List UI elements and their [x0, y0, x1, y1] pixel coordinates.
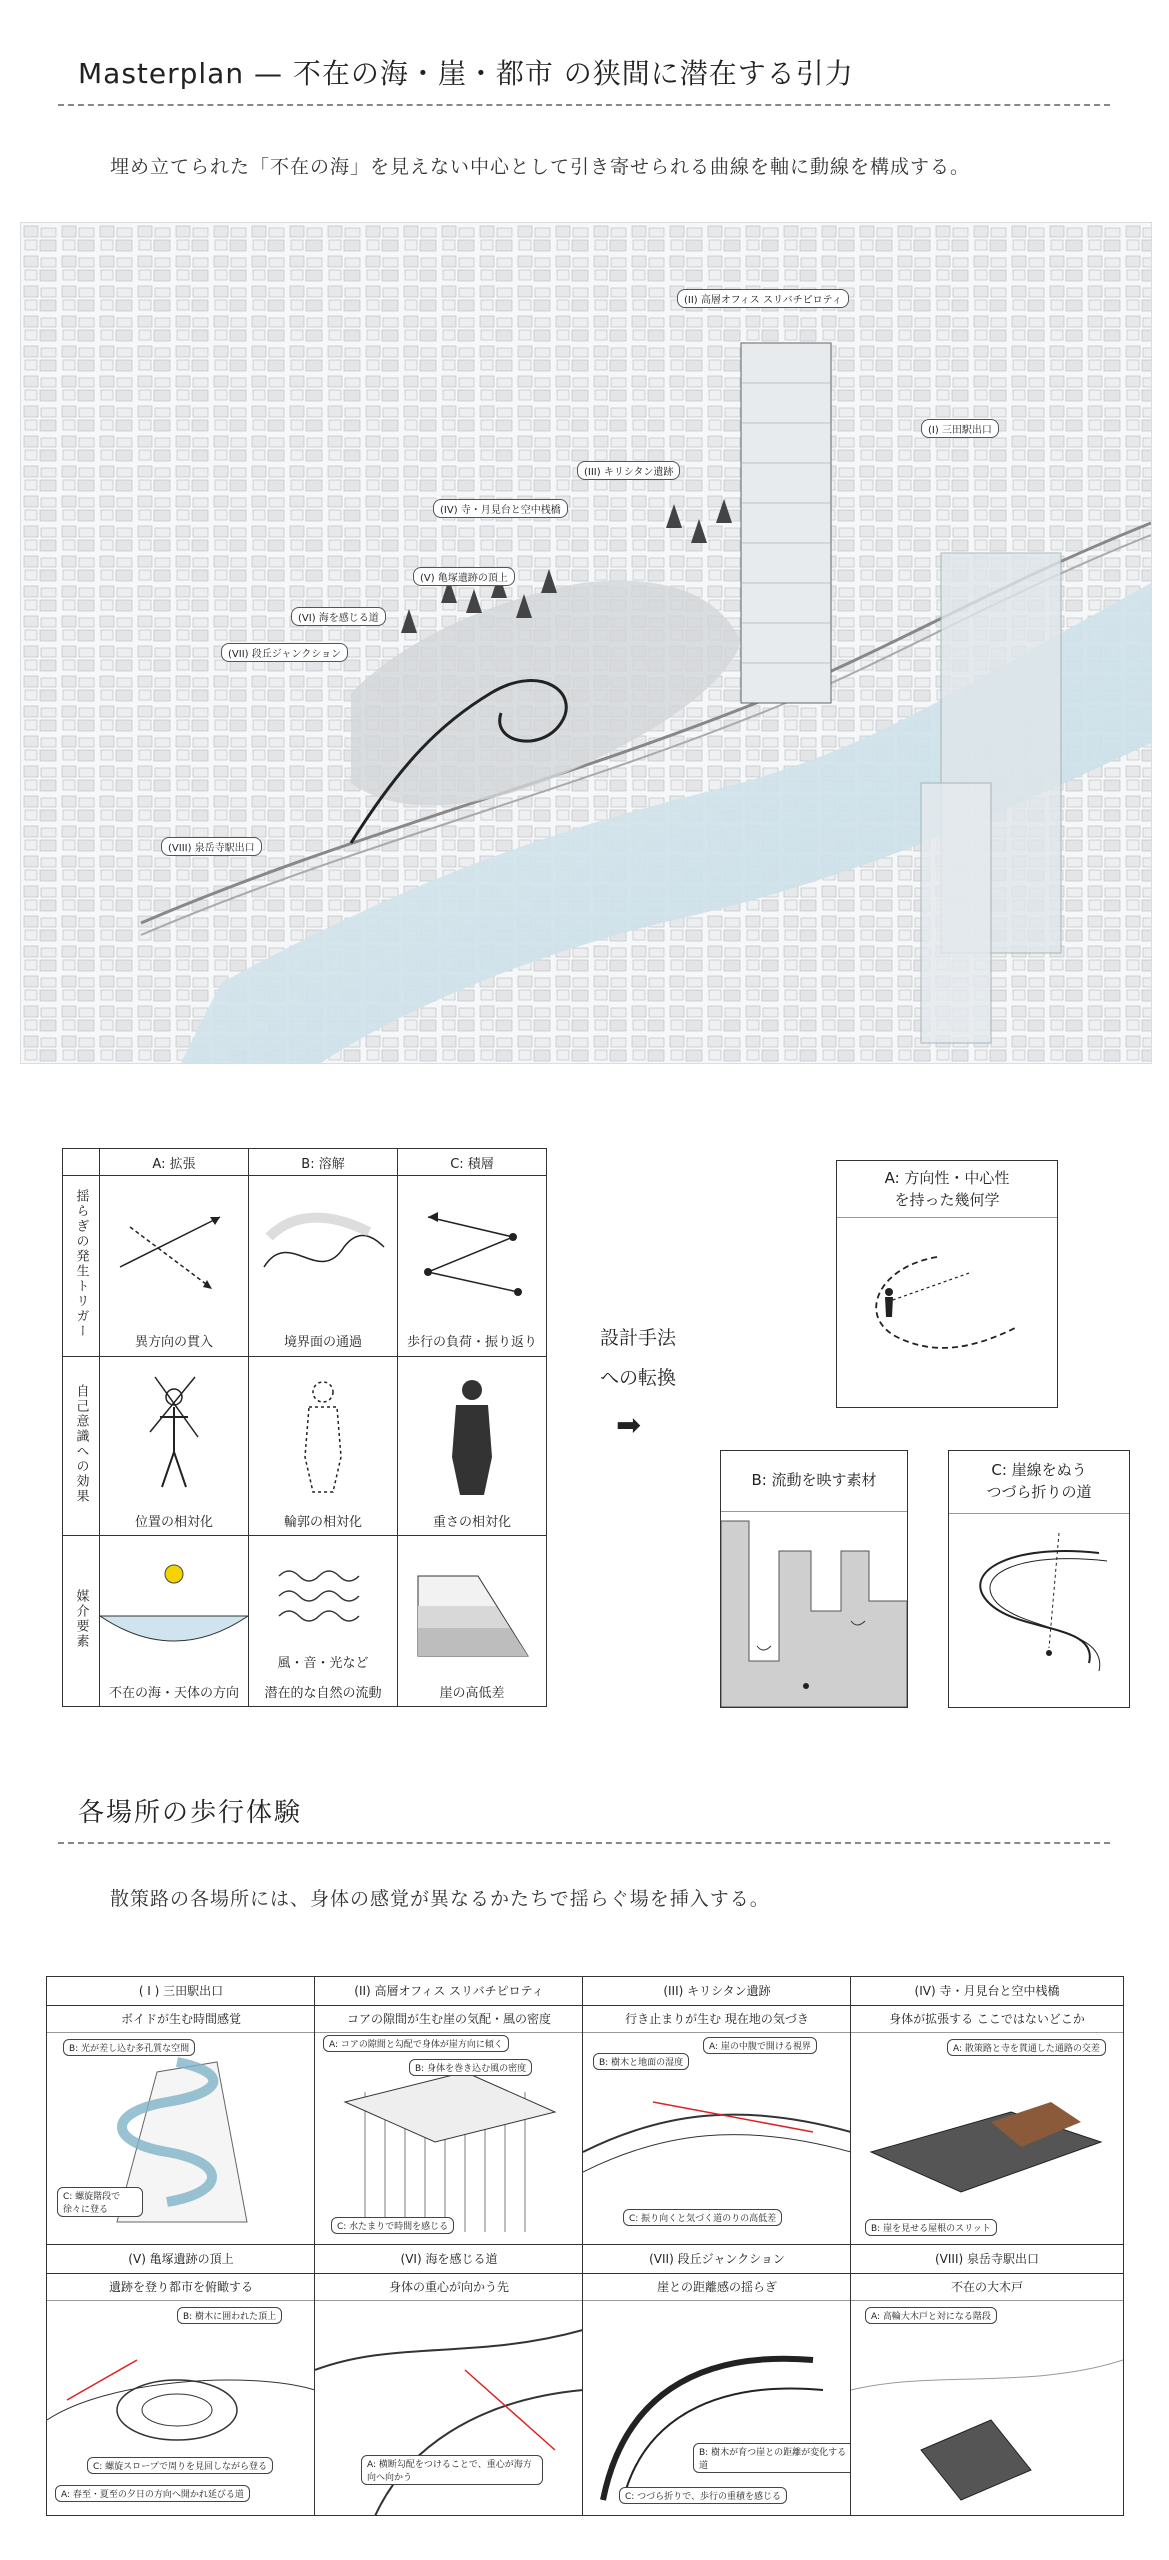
boundary-surface-icon	[249, 1177, 397, 1327]
panel-site-VI	[314, 2244, 584, 2516]
panel-note: B: 光が差し込む多孔質な空間	[63, 2039, 195, 2056]
callout-site-V: (V) 亀塚遺跡の頂上	[413, 567, 515, 586]
panel-subtitle: 行き止まりが生む 現在地の気づき	[625, 2012, 809, 2026]
matrix-inner-note: 風・音・光など	[277, 1656, 369, 1671]
panel-note: B: 身体を巻き込む風の密度	[409, 2059, 532, 2076]
wave-lines-icon	[249, 1536, 397, 1648]
aerial-city-illustration	[21, 223, 1151, 1063]
matrix-col-A: A: 拡張	[100, 1149, 249, 1176]
panel-title: (VII) 段丘ジャンクション	[583, 2245, 851, 2274]
panel-site-III	[582, 1976, 852, 2246]
method-box-A	[836, 1160, 1058, 1408]
panel-subtitle: 不在の大木戸	[950, 2280, 1023, 2294]
box-C-title-2: つづら折りの道	[986, 1483, 1092, 1501]
callout-site-I: (I) 三田駅出口	[921, 419, 999, 438]
method-label-line2: への転換	[600, 1367, 677, 1389]
zigzag-path-icon	[949, 1513, 1129, 1703]
mound-summit-drawing	[47, 2300, 315, 2516]
method-transition-label	[600, 1318, 676, 1398]
panel-note: B: 樹木が育つ崖との距離が変化する道	[693, 2443, 852, 2473]
panel-subtitle: ボイドが生む時間感覚	[120, 2012, 241, 2026]
matrix-cell-A2: 位置の相対化	[134, 1515, 213, 1530]
panel-note: C: 螺旋階段で徐々に登る	[57, 2187, 143, 2217]
station-gate-drawing	[851, 2300, 1123, 2516]
matrix-row-effect: 自己意識への効果	[73, 1384, 89, 1504]
panel-site-I	[46, 1976, 316, 2246]
terrace-junction-drawing	[583, 2300, 851, 2516]
panel-note: C: 振り向くと気づく道のりの高低差	[623, 2209, 782, 2226]
arrow-right-icon: ➡	[616, 1408, 642, 1443]
method-box-B	[720, 1450, 908, 1708]
panel-site-VIII	[850, 2244, 1124, 2516]
matrix-cell-A1: 異方向の貫入	[134, 1335, 213, 1350]
panel-subtitle: 崖との距離感の揺らぎ	[656, 2280, 777, 2294]
panel-note: A: 高輪大木戸と対になる階段	[865, 2307, 997, 2324]
solid-figure-icon	[398, 1357, 546, 1507]
matrix-cell-C3: 崖の高低差	[439, 1686, 505, 1701]
panel-site-II	[314, 1976, 584, 2246]
matrix-cell-B2: 輪郭の相対化	[283, 1515, 362, 1530]
concept-matrix	[62, 1148, 547, 1707]
page-title: Masterplan — 不在の海・崖・都市 の狭間に潜在する引力	[78, 57, 854, 90]
title-divider	[58, 104, 1110, 106]
section2-lead: 散策路の各場所には、身体の感覚が異なるかたちで揺らぐ場を挿入する。	[110, 1888, 770, 1910]
panel-title: (VI) 海を感じる道	[315, 2245, 583, 2274]
panel-subtitle: 遺跡を登り都市を俯瞰する	[108, 2280, 253, 2294]
figure-arrows-icon	[100, 1357, 248, 1507]
callout-site-IV: (IV) 寺・月見台と空中桟橋	[433, 499, 568, 518]
matrix-cell-C1: 歩行の負荷・振り返り	[406, 1335, 537, 1350]
callout-site-VIII: (VIII) 泉岳寺駅出口	[161, 837, 262, 856]
panel-site-VII	[582, 2244, 852, 2516]
callout-site-II: (II) 高層オフィス スリバチピロティ	[677, 289, 849, 308]
matrix-col-B: B: 溶解	[249, 1149, 398, 1176]
callout-site-III: (III) キリシタン遺跡	[577, 461, 680, 480]
panel-note: A: 崖の中腹で開ける視界	[703, 2037, 817, 2054]
directional-geometry-icon	[837, 1217, 1057, 1407]
panel-subtitle: 身体が拡張する ここではないどこか	[889, 2012, 1085, 2026]
panel-title: ( I ) 三田駅出口	[47, 1977, 315, 2006]
panel-note: B: 樹木に囲われた頂上	[177, 2307, 282, 2324]
panel-note: A: コアの隙間と勾配で身体が崖方向に傾く	[323, 2035, 509, 2052]
dotted-figure-icon	[249, 1357, 397, 1507]
callout-site-VII: (VII) 段丘ジャンクション	[221, 643, 348, 662]
matrix-col-C: C: 積層	[398, 1149, 547, 1176]
zigzag-walk-icon	[398, 1177, 546, 1327]
sea-sun-icon	[100, 1536, 248, 1678]
panel-note: A: 春至・夏至の夕日の方向へ開かれ延びる道	[55, 2485, 250, 2502]
panel-title: (IV) 寺・月見台と空中桟橋	[851, 1977, 1123, 2006]
aerial-masterplan-drawing	[20, 222, 1152, 1064]
box-C-title-1: C: 崖線をぬう	[991, 1461, 1087, 1479]
panel-note: B: 崖を見せる屋根のスリット	[865, 2219, 997, 2236]
panel-site-V	[46, 2244, 316, 2516]
masterplan-lead: 埋め立てられた「不在の海」を見えない中心として引き寄せられる曲線を軸に動線を構成する。	[110, 156, 971, 178]
flowing-material-icon	[721, 1511, 907, 1707]
matrix-cell-B3: 潜在的な自然の流動	[264, 1686, 382, 1701]
method-label-line1: 設計手法	[600, 1327, 677, 1349]
method-box-C	[948, 1450, 1130, 1708]
box-B-title: B: 流動を映す素材	[751, 1471, 877, 1489]
callout-site-VI: (VI) 海を感じる道	[291, 607, 386, 626]
panel-title: (III) キリシタン遺跡	[583, 1977, 851, 2006]
matrix-cell-A3: 不在の海・天体の方向	[108, 1686, 239, 1701]
panel-title: (V) 亀塚遺跡の頂上	[47, 2245, 315, 2274]
matrix-cell-B1: 境界面の通過	[283, 1335, 362, 1350]
panel-note: C: 螺旋スロープで周りを見回しながら登る	[87, 2457, 273, 2474]
panel-note: A: 横断勾配をつけることで、重心が海方向へ向かう	[361, 2455, 543, 2485]
panel-subtitle: 身体の重心が向かう先	[388, 2280, 509, 2294]
panel-note: C: 水たまりで時間を感じる	[331, 2217, 454, 2234]
panel-note: C: つづら折りで、歩行の重積を感じる	[619, 2487, 787, 2504]
panel-note: B: 樹木と地面の湿度	[593, 2053, 689, 2070]
panel-note: A: 散策路と寺を貫通した通路の交差	[947, 2039, 1106, 2056]
box-A-title-1: A: 方向性・中心性	[884, 1169, 1010, 1187]
box-A-title-2: を持った幾何学	[894, 1191, 1000, 1209]
penetration-arrows-icon	[100, 1177, 248, 1327]
panel-title: (II) 高層オフィス スリバチピロティ	[315, 1977, 583, 2006]
section2-title: 各場所の歩行体験	[78, 1798, 303, 1828]
matrix-row-trigger: 揺らぎの発生トリガー	[73, 1189, 89, 1339]
section2-divider	[58, 1842, 1110, 1844]
matrix-cell-C2: 重さの相対化	[432, 1515, 511, 1530]
panel-title: (VIII) 泉岳寺駅出口	[851, 2245, 1123, 2274]
panel-subtitle: コアの隙間が生む崖の気配・風の密度	[346, 2012, 551, 2026]
panel-site-IV	[850, 1976, 1124, 2246]
cliff-layers-icon	[398, 1536, 546, 1678]
matrix-row-medium: 媒介要素	[73, 1589, 89, 1649]
temple-pier-drawing	[851, 2032, 1123, 2246]
